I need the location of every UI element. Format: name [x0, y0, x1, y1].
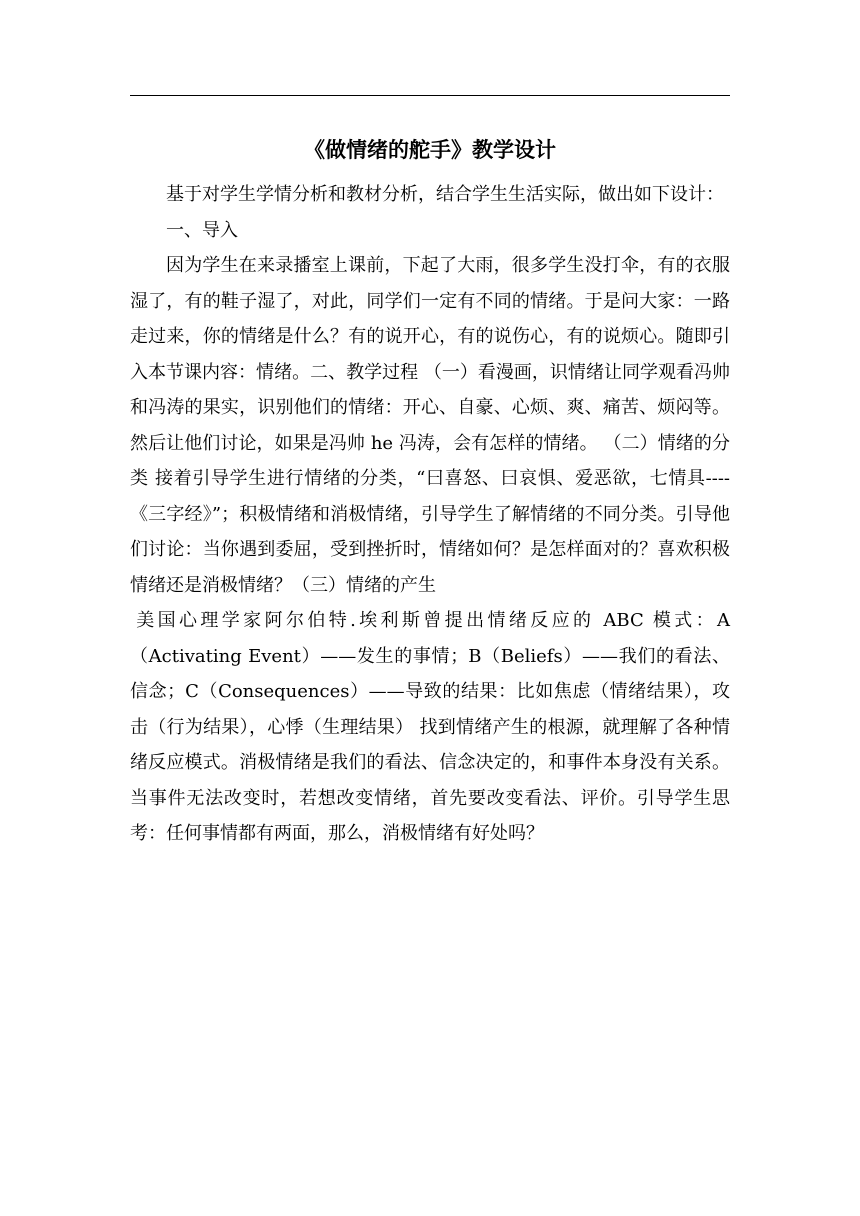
- abc-model-paragraph: 美国心理学家阿尔伯特.埃利斯曾提出情绪反应的 ABC 模式：A（Activating Event）——发生的事情；B（Beliefs）——我们的看法、信念；C（Consequences）——导致的结果：比如焦虑（情绪结果），攻击（行为结果），心悸（生理结果） 找到情绪产生的根源，就理解了各种情绪反应模式。消极情绪是我们的看法、信念决定的，和事件本身没有关系。当事件无法改变时，若想改变情绪，首先要改变看法、评价。引导学生思考：任何事情都有两面，那么，消极情绪有好处吗？: [130, 610, 730, 844]
- header-rule: [130, 95, 730, 96]
- section-heading-intro: 一、导入: [166, 219, 238, 241]
- document-body: [130, 177, 730, 852]
- intro-paragraph: 基于对学生学情分析和教材分析，结合学生生活实际，做出如下设计：: [166, 184, 724, 205]
- document-title: 《做情绪的舵手》教学设计: [304, 138, 556, 162]
- lesson-paragraph: 因为学生在来录播室上课前，下起了大雨，很多学生没打伞，有的衣服湿了，有的鞋子湿了，对此，同学们一定有不同的情绪。于是问大家：一路走过来，你的情绪是什么？有的说开心，有的说伤心，有的说烦心。随即引入本节课内容：情绪。二、教学过程 （一）看漫画，识情绪让同学观看冯帅和冯涛的果实，识别他们的情绪：开心、自豪、心烦、爽、痛苦、烦闷等。然后让他们讨论，如果是冯帅 he 冯涛，会有怎样的情绪。 （二）情绪的分类 接着引导学生进行情绪的分类，“曰喜怒、曰哀惧、爱恶欲，七情具----《三字经》”；积极情绪和消极情绪，引导学生了解情绪的不同分类。引导他们讨论：当你遇到委屈，受到挫折时，情绪如何？是怎样面对的？喜欢积极情绪还是消极情绪？（三）情绪的产生: [130, 255, 730, 596]
